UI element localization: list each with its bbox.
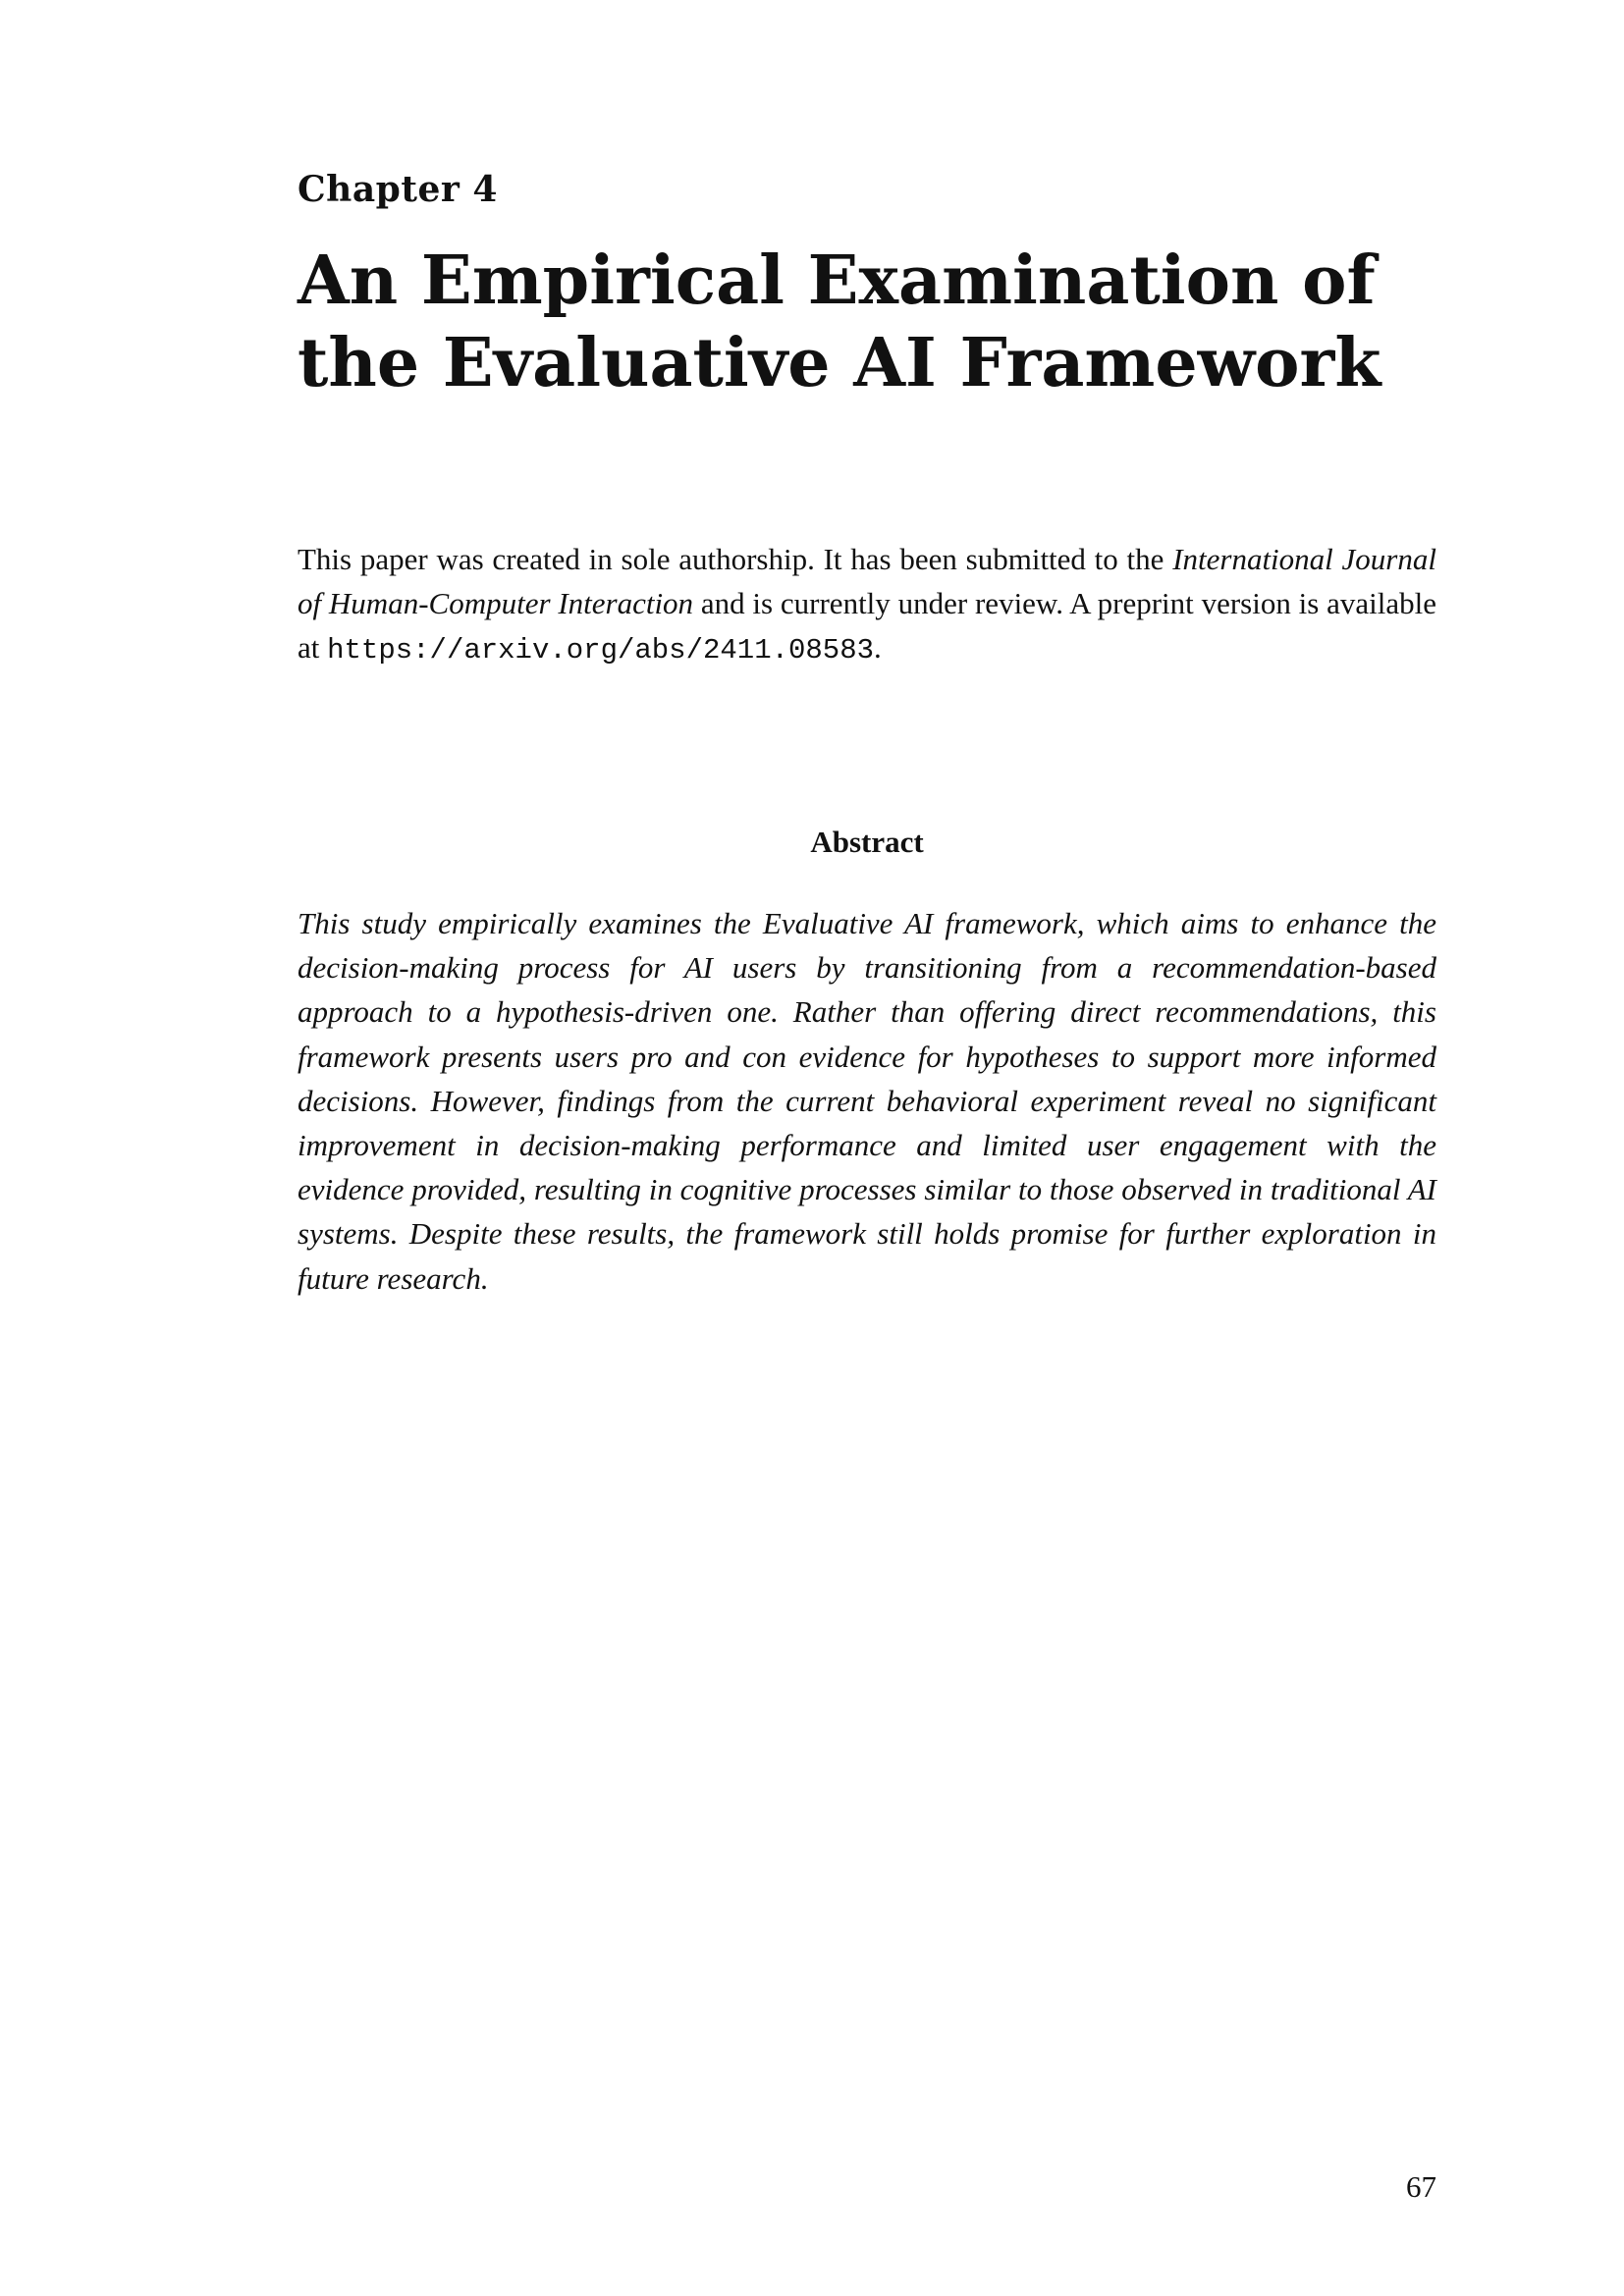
abstract-heading: Abstract xyxy=(810,825,924,859)
abstract-body: This study empirically examines the Evaluative AI framework, which aims to enhance the decision-making process for AI users by transitioning from a recommendation-based approach to a hypothesis-driven one. Rather than offering direct recommendations, this framework presents users pro and con evidence for hypotheses to support more informed decisions. However, findings from the current behavioral experiment reveal no significant improvement in decision-making performance and limited user engagement with the evidence provided, resulting in cognitive processes similar to those observed in traditional AI systems. Despite these results, the framework still holds promise for further exploration in future research. xyxy=(298,906,1436,1296)
authorship-note xyxy=(298,537,1436,672)
chapter-title: An Empirical Examination of the Evaluative AI Framework xyxy=(298,241,1381,402)
preprint-url[interactable]: https://arxiv.org/abs/2411.08583 xyxy=(327,634,875,667)
authorship-text-1: This paper was created in sole authorship. It has been submitted to the xyxy=(298,542,1173,576)
journal-name: International Journal of Human-Computer Interaction xyxy=(298,542,1436,620)
page-number: 67 xyxy=(1406,2169,1436,2204)
authorship-text-2: and is currently under review. A preprint version is available at xyxy=(298,586,1436,665)
authorship-text-3: . xyxy=(874,630,882,665)
chapter-label: Chapter 4 xyxy=(298,169,498,210)
